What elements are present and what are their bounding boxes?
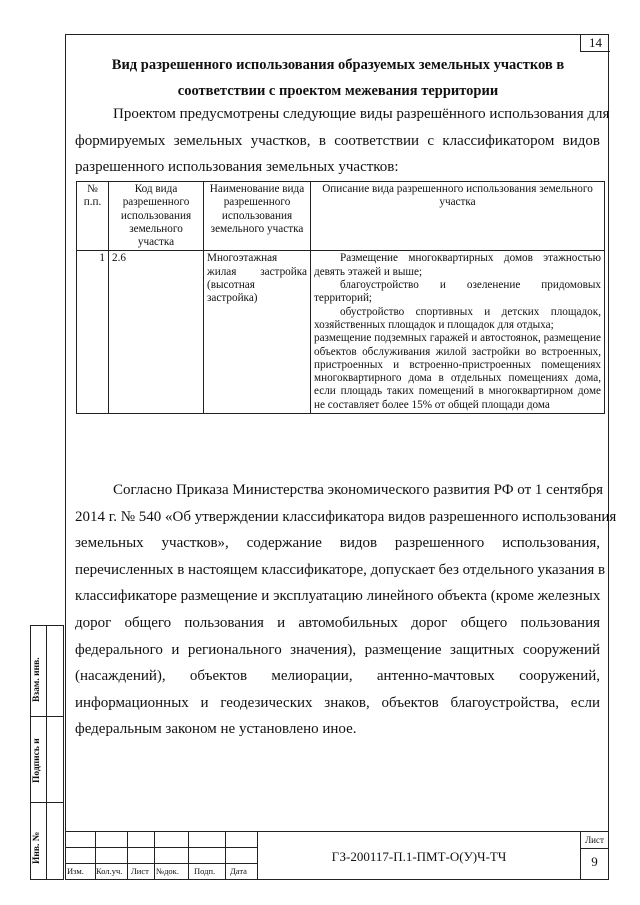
sheet-label: Лист xyxy=(585,835,604,845)
body-line: информационных и геодезических знаков, объектов благоустройства, если xyxy=(75,694,600,711)
cell-code: 2.6 xyxy=(109,251,204,414)
stamp-col-line xyxy=(188,831,189,880)
stamp-col-data: Дата xyxy=(230,866,247,876)
stamp-col-ndok: №док. xyxy=(156,866,179,876)
cell-desc xyxy=(311,251,605,414)
stamp-col-list: Лист xyxy=(131,866,149,876)
stamp-col-kolуch: Кол.уч. xyxy=(96,866,123,876)
intro-line: разрешенного использования земельных участков: xyxy=(75,159,399,176)
stamp-col-podp: Подп. xyxy=(194,866,216,876)
desc-item: обустройство спортивных и детских площадок, хозяйственных площадок и площадок для отдыха; xyxy=(314,305,601,331)
stamp-row-line xyxy=(65,847,257,848)
body-line: 2014 г. № 540 «Об утверждении классификатора видов разрешенного использования xyxy=(75,508,617,525)
table-row xyxy=(77,251,605,414)
body-line: классификаторе размещение и эксплуатацию линейного объекта (кроме железных xyxy=(75,588,601,605)
body-line: федеральным законом не установлено иное. xyxy=(75,721,357,738)
heading-line-2: соответствии с проектом межевания территории xyxy=(177,83,499,99)
page-number: 14 xyxy=(580,34,610,52)
header-code: Код вида разрешенного использования земельного участка xyxy=(109,182,204,251)
body-line: дорог общего пользования и автомобильных дорог общего пользования xyxy=(75,614,600,631)
sheet-number: 9 xyxy=(591,854,598,869)
body-line: Согласно Приказа Министерства экономического развития РФ от 1 сентября xyxy=(113,482,603,498)
header-desc: Описание вида разрешенного использования земельного участка xyxy=(311,182,605,251)
desc-item: благоустройство и озеленение придомовых территорий; xyxy=(314,279,601,305)
intro-line: формируемых земельных участков, в соответствии с классификатором видов xyxy=(75,132,600,149)
land-use-table xyxy=(76,181,605,414)
stamp-col-line xyxy=(154,831,155,880)
stamp-col-line xyxy=(225,831,226,880)
document-code: ГЗ-200117-П.1-ПМТ-О(У)Ч-ТЧ xyxy=(331,849,507,864)
stamp-col-line xyxy=(127,831,128,880)
side-label-inv: Инв. № xyxy=(32,831,42,864)
table-header-row xyxy=(77,182,605,251)
cell-name: Многоэтажная жилая застройка (высотная застройка) xyxy=(204,251,311,414)
desc-item: Размещение многоквартирных домов этажностью девять этажей и выше; xyxy=(314,252,601,278)
intro-paragraph xyxy=(75,101,610,181)
body-line: земельных участков», содержание видов разрешенного использования, xyxy=(75,535,600,552)
body-line: (насаждений), объектов мелиорации, антенно-мачтовых сооружений, xyxy=(75,668,600,685)
side-divider xyxy=(30,802,64,803)
side-divider xyxy=(30,716,64,717)
header-num: № п.п. xyxy=(77,182,109,251)
desc-item: размещение подземных гаражей и автостоянок, размещение объектов обслуживания жилой застройки во встроенных, пристроенных и встроенно-пристроенных помещениях многоквартирного дома в отдельных помещениях дома, если площадь таких помещений в многоквартирном доме не составляет более 15% от общей площади дома xyxy=(314,332,601,411)
body-line: перечисленных в настоящем классификаторе, допускает без отдельного указания в xyxy=(75,561,606,578)
side-label-vzam: Взам. инв. xyxy=(32,657,42,702)
body-line: федерального и регионального значения), размещение защитных сооружений xyxy=(75,641,600,658)
body-paragraph xyxy=(75,477,617,743)
stamp-col-izm: Изм. xyxy=(67,866,84,876)
side-label-podpis: Подпись и xyxy=(32,738,42,783)
stamp-row-line xyxy=(580,848,609,849)
header-name: Наименование вида разрешенного использования земельного участка xyxy=(204,182,311,251)
intro-line: Проектом предусмотрены следующие виды разрешённого использования для xyxy=(113,106,610,122)
cell-num: 1 xyxy=(77,251,109,414)
heading-line-1: Вид разрешенного использования образуемых земельных участков в xyxy=(111,57,565,73)
stamp-row-line xyxy=(65,863,257,864)
